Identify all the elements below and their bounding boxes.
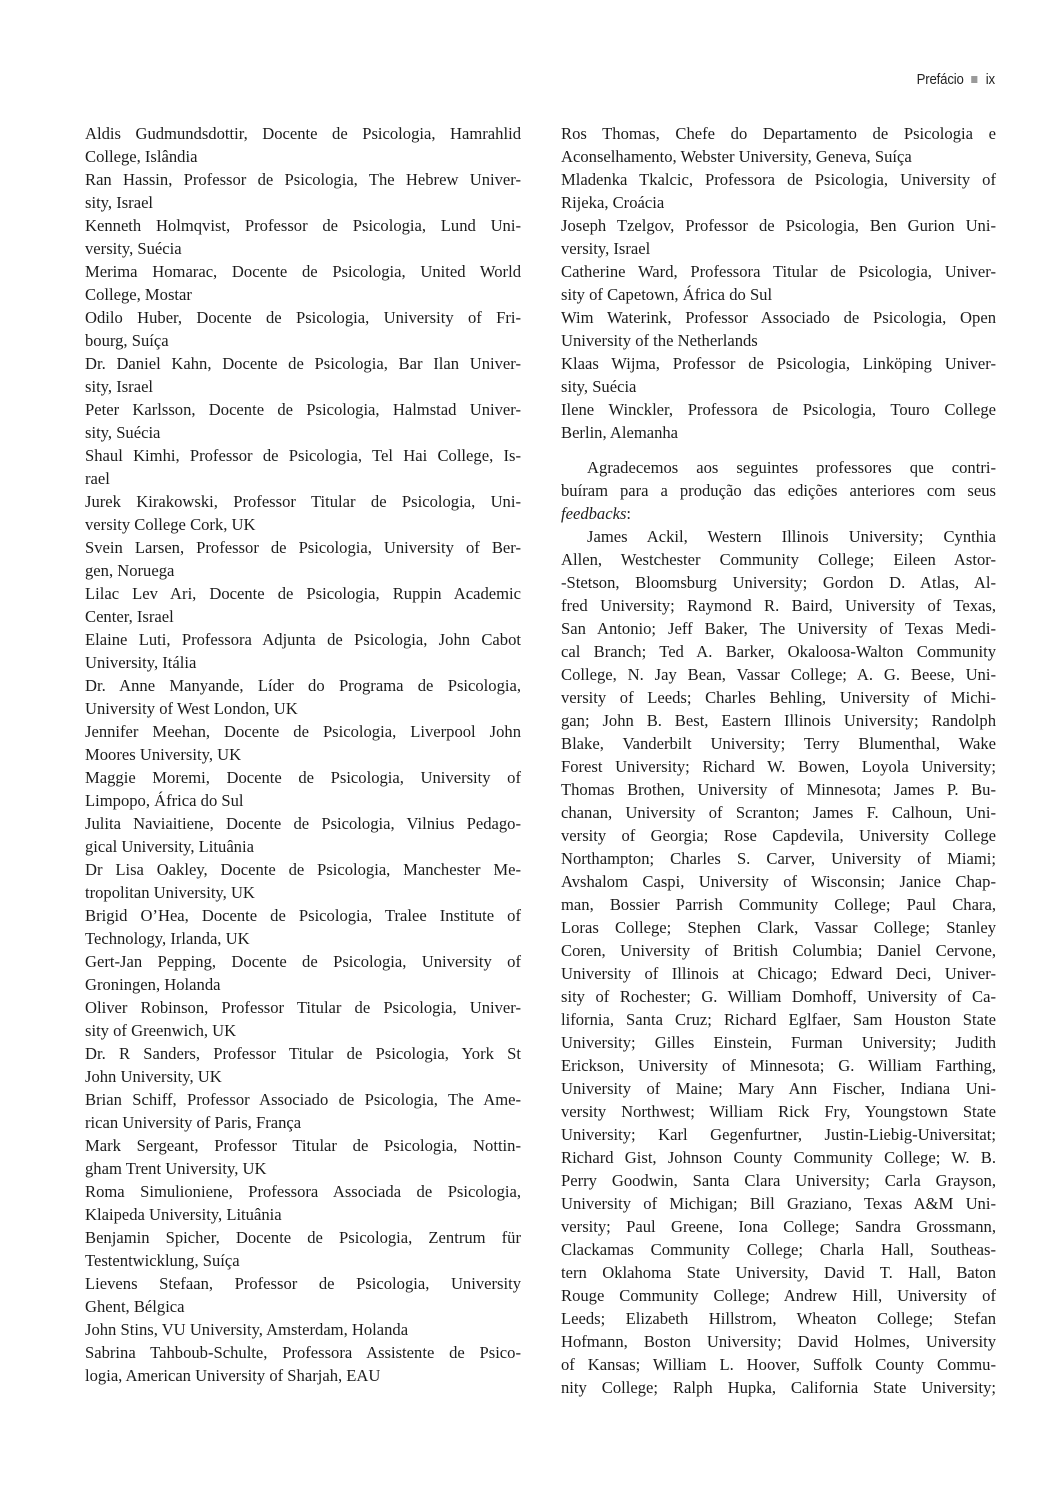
entry-line: University of the Netherlands — [561, 331, 758, 350]
entry-line: Peter Karlsson, Docente de Psicologia, Halmstad Univer- — [85, 400, 521, 419]
entry-line: Dr. R Sanders, Professor Titular de Psicologia, York St — [85, 1044, 521, 1063]
entry-line: University of West London, UK — [85, 699, 298, 718]
reviewer-entry — [85, 168, 521, 214]
reviewer-entry — [85, 122, 521, 168]
reviewer-entry — [85, 352, 521, 398]
paragraph-line: versity of Georgia; Rose Capdevila, University College — [561, 826, 996, 845]
paragraph-line: University; Karl Gegenfurtner, Justin-Liebig-Universitat; — [561, 1125, 996, 1144]
acknowledgement-line: feedbacks: — [561, 504, 632, 523]
entry-line: Jurek Kirakowski, Professor Titular de Psicologia, Uni- — [85, 492, 521, 511]
reviewer-entry — [85, 674, 521, 720]
entry-line: sity, Israel — [85, 193, 154, 212]
reviewer-entry — [85, 1318, 521, 1341]
entry-line: Joseph Tzelgov, Professor de Psicologia, Ben Gurion Uni- — [561, 216, 996, 235]
entry-line: Ilene Winckler, Professora de Psicologia, Touro College — [561, 400, 996, 419]
square-bullet-icon — [972, 76, 978, 83]
acknowledgement-paragraph — [561, 456, 996, 525]
entry-line: Gert-Jan Pepping, Docente de Psicologia, University of — [85, 952, 521, 971]
entry-line: sity, Suécia — [85, 423, 161, 442]
reviewer-entry — [85, 766, 521, 812]
paragraph-line: San Antonio; Jeff Baker, The University of Texas Medi- — [561, 619, 996, 638]
reviewer-entry — [561, 398, 996, 444]
entry-line: John Stins, VU University, Amsterdam, Holanda — [85, 1320, 409, 1339]
reviewer-entry — [85, 950, 521, 996]
entry-line: versity, Suécia — [85, 239, 182, 258]
entry-line: College, Mostar — [85, 285, 192, 304]
entry-line: logia, American University of Sharjah, EAU — [85, 1366, 381, 1385]
reviewer-entry — [85, 214, 521, 260]
paragraph-line: of Kansas; William L. Hoover, Suffolk County Commu- — [561, 1355, 996, 1374]
paragraph-line: lifornia, Santa Cruz; Richard Eglfaer, Sam Houston State — [561, 1010, 996, 1029]
entry-line: Jennifer Meehan, Docente de Psicologia, Liverpool John — [85, 722, 521, 741]
entry-line: gham Trent University, UK — [85, 1159, 267, 1178]
running-header — [917, 71, 995, 88]
paragraph-line: Blake, Vanderbilt University; Terry Blumenthal, Wake — [561, 734, 996, 753]
paragraph-line: Richard Gist, Johnson County Community College; W. B. — [561, 1148, 996, 1167]
reviewer-entry — [561, 168, 996, 214]
entry-line: versity College Cork, UK — [85, 515, 256, 534]
entry-line: Sabrina Tahboub-Schulte, Professora Assistente de Psico- — [85, 1343, 521, 1362]
acknowledgement-line: buíram para a produção das edições anteriores com seus — [561, 481, 996, 500]
paragraph-line: Loras College; Stephen Clark, Vassar College; Stanley — [561, 918, 996, 937]
entry-line: University, Itália — [85, 653, 197, 672]
reviewer-entry — [85, 1042, 521, 1088]
entry-line: Klaas Wijma, Professor de Psicologia, Linköping Univer- — [561, 354, 996, 373]
paragraph-line: James Ackil, Western Illinois University; Cynthia — [587, 527, 996, 546]
entry-line: sity, Suécia — [561, 377, 637, 396]
paragraph-line: gan; John B. Best, Eastern Illinois University; Randolph — [561, 711, 996, 730]
entry-line: College, Islândia — [85, 147, 198, 166]
reviewer-entry — [85, 306, 521, 352]
paragraph-line: Coren, University of British Columbia; Daniel Cervone, — [561, 941, 996, 960]
paragraph-line: sity of Rochester; G. William Domhoff, University of Ca- — [561, 987, 996, 1006]
entry-line: Ros Thomas, Chefe do Departamento de Psicologia e — [561, 124, 996, 143]
entry-line: Wim Waterink, Professor Associado de Psicologia, Open — [561, 308, 996, 327]
entry-line: Aconselhamento, Webster University, Geneva, Suíça — [561, 147, 912, 166]
entry-line: Mark Sergeant, Professor Titular de Psicologia, Nottin- — [85, 1136, 521, 1155]
entry-line: Rijeka, Croácia — [561, 193, 665, 212]
reviewer-entry — [85, 1134, 521, 1180]
previous-reviewers-paragraph — [561, 525, 996, 1399]
reviewer-list — [561, 122, 996, 444]
reviewer-entry — [561, 122, 996, 168]
entry-line: Odilo Huber, Docente de Psicologia, University of Fri- — [85, 308, 521, 327]
entry-line: Maggie Moremi, Docente de Psicologia, University of — [85, 768, 521, 787]
entry-line: bourg, Suíça — [85, 331, 169, 350]
reviewer-entry — [85, 996, 521, 1042]
paragraph-line: cal Branch; Ted A. Barker, Okaloosa-Walton Community — [561, 642, 996, 661]
reviewer-entry — [85, 720, 521, 766]
paragraph-line: versity; Paul Greene, Iona College; Sandra Grossmann, — [561, 1217, 996, 1236]
feedbacks-term: feedbacks — [561, 504, 627, 523]
paragraph-line: University of Illinois at Chicago; Edward Deci, Univer- — [561, 964, 996, 983]
entry-line: rican University of Paris, França — [85, 1113, 302, 1132]
reviewer-entry — [85, 582, 521, 628]
paragraph-line: College, N. Jay Bean, Vassar College; A. G. Beese, Uni- — [561, 665, 996, 684]
reviewer-entry — [85, 904, 521, 950]
paragraph-line: University; Gilles Einstein, Furman University; Judith — [561, 1033, 996, 1052]
entry-line: Dr Lisa Oakley, Docente de Psicologia, Manchester Me- — [85, 860, 521, 879]
entry-line: Klaipeda University, Lituânia — [85, 1205, 282, 1224]
paragraph-line: University of Maine; Mary Ann Fischer, Indiana Uni- — [561, 1079, 996, 1098]
entry-line: Brigid O’Hea, Docente de Psicologia, Tralee Institute of — [85, 906, 521, 925]
entry-line: Ghent, Bélgica — [85, 1297, 185, 1316]
acknowledgement-line: Agradecemos aos seguintes professores que contri- — [587, 458, 996, 477]
left-column — [85, 122, 521, 1387]
entry-line: Elaine Luti, Professora Adjunta de Psicologia, John Cabot — [85, 630, 521, 649]
entry-line: Groningen, Holanda — [85, 975, 221, 994]
paragraph-gap — [561, 444, 996, 456]
entry-line: Julita Naviaitiene, Docente de Psicologia, Vilnius Pedago- — [85, 814, 521, 833]
paragraph-line: Avshalom Caspi, University of Wisconsin; Janice Chap- — [561, 872, 996, 891]
paragraph-line: Rouge Community College; Andrew Hill, University of — [561, 1286, 996, 1305]
paragraph-line: tern Oklahoma State University, David T. Hall, Baton — [561, 1263, 996, 1282]
paragraph-line: Perry Goodwin, Santa Clara University; Carla Grayson, — [561, 1171, 996, 1190]
entry-line: Catherine Ward, Professora Titular de Psicologia, Univer- — [561, 262, 996, 281]
entry-line: sity of Capetown, África do Sul — [561, 285, 773, 304]
reviewer-entry — [85, 628, 521, 674]
page-number: ix — [985, 71, 995, 88]
paragraph-line: Thomas Brothen, University of Minnesota; James P. Bu- — [561, 780, 996, 799]
entry-line: tropolitan University, UK — [85, 883, 255, 902]
entry-line: Testentwicklung, Suíça — [85, 1251, 240, 1270]
reviewer-entry — [85, 1226, 521, 1272]
reviewer-entry — [85, 536, 521, 582]
reviewer-entry — [85, 1341, 521, 1387]
entry-line: John University, UK — [85, 1067, 222, 1086]
entry-line: Aldis Gudmundsdottir, Docente de Psicologia, Hamrahlid — [85, 124, 521, 143]
paragraph-line: versity Northwest; William Rick Fry, Youngstown State — [561, 1102, 996, 1121]
paragraph-line: Clackamas Community College; Charla Hall, Southeas- — [561, 1240, 996, 1259]
reviewer-entry — [85, 260, 521, 306]
entry-line: Limpopo, África do Sul — [85, 791, 244, 810]
reviewer-entry — [85, 1180, 521, 1226]
reviewer-entry — [561, 214, 996, 260]
entry-line: gical University, Lituânia — [85, 837, 254, 856]
entry-line: Kenneth Holmqvist, Professor de Psicologia, Lund Uni- — [85, 216, 521, 235]
entry-line: Brian Schiff, Professor Associado de Psicologia, The Ame- — [85, 1090, 521, 1109]
entry-line: Moores University, UK — [85, 745, 242, 764]
reviewer-entry — [561, 260, 996, 306]
paragraph-line: man, Bossier Parrish Community College; Paul Chara, — [561, 895, 996, 914]
reviewer-entry — [85, 1272, 521, 1318]
reviewer-entry — [85, 490, 521, 536]
reviewer-entry — [85, 858, 521, 904]
paragraph-line: fred University; Raymond R. Baird, University of Texas, — [561, 596, 996, 615]
right-column — [561, 122, 996, 1399]
entry-line: Merima Homarac, Docente de Psicologia, United World — [85, 262, 521, 281]
entry-line: Shaul Kimhi, Professor de Psicologia, Tel Hai College, Is- — [85, 446, 521, 465]
reviewer-entry — [85, 812, 521, 858]
paragraph-line: Forest University; Richard W. Bowen, Loyola University; — [561, 757, 996, 776]
paragraph-line: Erickson, University of Minnesota; G. William Farthing, — [561, 1056, 996, 1075]
reviewer-entry — [561, 352, 996, 398]
reviewer-entry — [85, 1088, 521, 1134]
entry-line: versity, Israel — [561, 239, 651, 258]
entry-line: Ran Hassin, Professor de Psicologia, The Hebrew Univer- — [85, 170, 521, 189]
paragraph-line: -Stetson, Bloomsburg University; Gordon D. Atlas, Al- — [561, 573, 996, 592]
entry-line: gen, Noruega — [85, 561, 175, 580]
entry-line: Svein Larsen, Professor de Psicologia, University of Ber- — [85, 538, 521, 557]
paragraph-line: Northampton; Charles S. Carver, University of Miami; — [561, 849, 996, 868]
reviewer-entry — [85, 398, 521, 444]
entry-line: sity, Israel — [85, 377, 154, 396]
paragraph-line: chanan, University of Scranton; James F. Calhoun, Uni- — [561, 803, 996, 822]
paragraph-line: nity College; Ralph Hupka, California State University; — [561, 1378, 996, 1397]
entry-line: Benjamin Spicher, Docente de Psicologia, Zentrum für — [85, 1228, 521, 1247]
entry-line: Lievens Stefaan, Professor de Psicologia, University — [85, 1274, 521, 1293]
entry-line: Mladenka Tkalcic, Professora de Psicologia, University of — [561, 170, 996, 189]
entry-line: Dr. Anne Manyande, Líder do Programa de Psicologia, — [85, 676, 521, 695]
entry-line: Berlin, Alemanha — [561, 423, 679, 442]
entry-line: Technology, Irlanda, UK — [85, 929, 250, 948]
paragraph-line: University of Michigan; Bill Graziano, Texas A&M Uni- — [561, 1194, 996, 1213]
entry-line: Center, Israel — [85, 607, 174, 626]
entry-line: Lilac Lev Ari, Docente de Psicologia, Ruppin Academic — [85, 584, 521, 603]
paragraph-line: Leeds; Elizabeth Hillstrom, Wheaton College; Stefan — [561, 1309, 996, 1328]
entry-line: rael — [85, 469, 110, 488]
reviewer-entry — [561, 306, 996, 352]
reviewer-entry — [85, 444, 521, 490]
paragraph-line: Allen, Westchester Community College; Eileen Astor- — [561, 550, 996, 569]
entry-line: sity of Greenwich, UK — [85, 1021, 237, 1040]
entry-line: Roma Simulioniene, Professora Associada de Psicologia, — [85, 1182, 521, 1201]
entry-line: Oliver Robinson, Professor Titular de Psicologia, Univer- — [85, 998, 521, 1017]
paragraph-line: Hofmann, Boston University; David Holmes, University — [561, 1332, 996, 1351]
entry-line: Dr. Daniel Kahn, Docente de Psicologia, Bar Ilan Univer- — [85, 354, 521, 373]
paragraph-line: versity of Leeds; Charles Behling, University of Michi- — [561, 688, 996, 707]
section-title: Prefácio — [916, 71, 964, 88]
